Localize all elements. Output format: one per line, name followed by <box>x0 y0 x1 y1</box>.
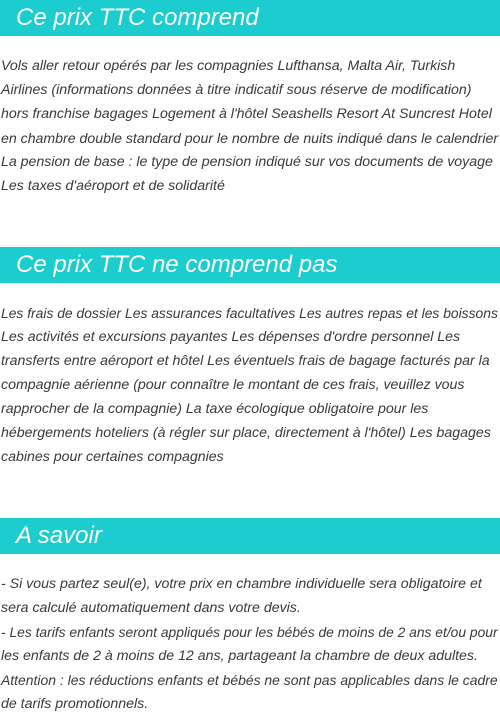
section-body-good-to-know <box>1 572 499 716</box>
body-line: cabines pour certaines compagnies <box>1 449 224 465</box>
body-line: Les taxes d'aéroport et de solidarité <box>1 178 225 194</box>
section-header-good-to-know: A savoir <box>0 518 500 554</box>
section-body-not-included <box>1 301 499 469</box>
body-line: transferts entre aéroport et hôtel Les éventuels frais de bagage facturés par la <box>1 353 490 369</box>
body-line: les enfants de 2 à moins de 12 ans, partageant la chambre de deux adultes. <box>1 648 478 664</box>
section-header-not-included: Ce prix TTC ne comprend pas <box>0 247 500 283</box>
body-line: Airlines (informations données à titre indicatif sous réserve de modification) <box>1 82 472 98</box>
body-line: Vols aller retour opérés par les compagnies Lufthansa, Malta Air, Turkish <box>1 58 456 74</box>
body-line: hébergements hoteliers (à régler sur place, directement à l'hôtel) Les bagages <box>1 425 491 441</box>
section-body-included <box>1 54 499 198</box>
body-line: Les activités et excursions payantes Les dépenses d'ordre personnel Les <box>1 329 461 345</box>
body-line: - Les tarifs enfants seront appliqués pour les bébés de moins de 2 ans et/ou pour <box>1 624 498 640</box>
body-line: - Si vous partez seul(e), votre prix en chambre individuelle sera obligatoire et <box>1 576 482 592</box>
body-line: en chambre double standard pour le nombre de nuits indiqué dans le calendrier <box>1 130 499 146</box>
body-line: hors franchise bagages Logement à l'hôtel Seashells Resort At Suncrest Hotel <box>1 106 492 122</box>
body-line: Les frais de dossier Les assurances facultatives Les autres repas et les boissons <box>1 305 498 321</box>
body-line: Attention : les réductions enfants et bébés ne sont pas applicables dans le cadre <box>1 672 498 688</box>
body-line: sera calculé automatiquement dans votre devis. <box>1 600 301 616</box>
body-line: rapprocher de la compagnie) La taxe écologique obligatoire pour les <box>1 401 429 417</box>
body-line: compagnie aérienne (pour connaître le montant de ces frais, veuillez vous <box>1 377 465 393</box>
body-line: de tarifs promotionnels. <box>1 696 149 712</box>
body-line: La pension de base : le type de pension indiqué sur vos documents de voyage <box>1 154 493 170</box>
section-header-included: Ce prix TTC comprend <box>0 0 500 36</box>
